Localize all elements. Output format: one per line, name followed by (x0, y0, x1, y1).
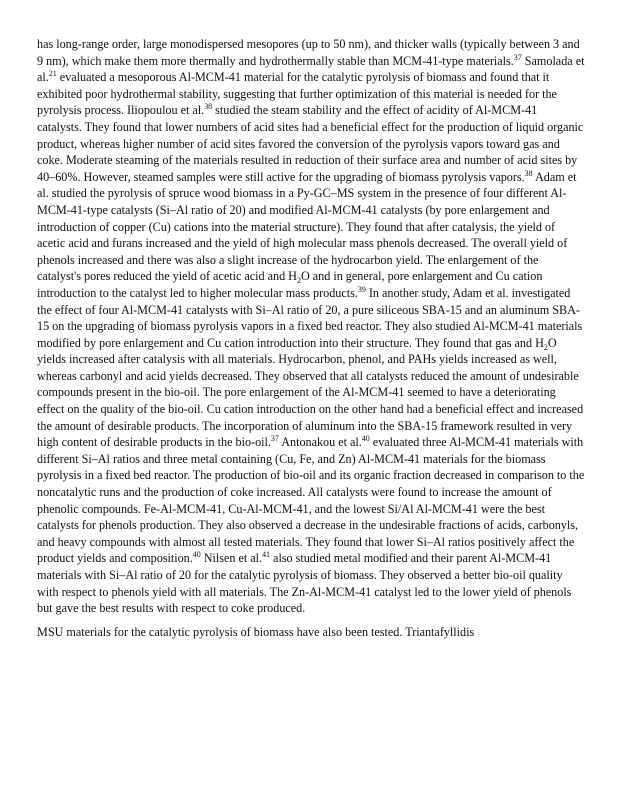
document-page (37, 36, 585, 640)
text-run: Samolada et al. (37, 53, 585, 85)
text-run: evaluated a mesoporous Al-MCM-41 material for the catalytic pyrolysis of biomass and found that it exhibited poor hydrothermal stability, suggesting that further optimization of this material is needed for the pyrolysis process. Iliopoulou et al. (37, 70, 557, 118)
citation-ref: 40 (192, 550, 201, 560)
text-run: has long-range order, large monodispersed mesopores (up to 50 nm), and thicker walls (typically between 3 and 9 nm), which make them more thermally and hydrothermally stable than MCM-41-type materials. (37, 37, 580, 68)
citation-ref: 21 (48, 69, 57, 79)
text-run: Antonakou et al. (278, 435, 362, 450)
citation-ref: 37 (513, 52, 522, 62)
subscript: 2 (543, 342, 548, 352)
text-run: MSU materials for the catalytic pyrolysis of biomass have also been tested. Triantafyllidis (37, 624, 475, 639)
citation-ref: 40 (361, 434, 370, 444)
text-run: evaluated three Al-MCM-41 materials with different Si–Al ratios and three metal containing (Cu, Fe, and Zn) Al-MCM-41 materials for the biomass pyrolysis in a fixed bed reactor. The production of bio-oil and its organic fraction decreased in comparison to the noncatalytic runs and the production of coke increased. All catalysts were found to increase the amount of phenolic compounds. Fe-Al-MCM-41, Cu-Al-MCM-41, and the lowest Si/Al Al-MCM-41 were the best catalysts for phenols production. They also observed a decrease in the undesirable fractions of acids, carbonyls, and heavy compounds with almost all tested materials. They found that lower Si–Al ratios positively affect the product yields and composition. (37, 435, 585, 566)
subscript: 2 (296, 276, 301, 286)
citation-ref: 39 (357, 284, 366, 294)
text-run: Adam et al. studied the pyrolysis of spruce wood biomass in a Py-GC–MS system in the presence of four different Al-MCM-41-type catalysts (Si–Al ratio of 20) and modified Al-MCM-41 catalysts (by pore enlargement and introduction of copper (Cu) cations into the material structure). They found that after catalysis, the yield of acetic acid and furans increased and the yield of high molecular mass phenols decreased. The overall yield of phenols increased and there was also a slight increase of the hydrocarbon yield. The enlargement of the catalyst's pores reduced the yield of acetic acid and H (37, 169, 577, 284)
citation-ref: 37 (270, 434, 279, 444)
text-run: O and in general, pore enlargement and Cu cation introduction to the catalyst led to higher molecular mass products. (37, 269, 543, 300)
text-run: O yields increased after catalysis with all materials. Hydrocarbon, phenol, and PAHs yields increased as well, whereas carbonyl and acid yields decreased. They observed that all catalysts reduced the amount of undesirable compounds present in the bio-oil. The pore enlargement of the Al-MCM-41 seemed to have a deteriorating effect on the quality of the bio-oil. Cu cation introduction on the other hand had a beneficial effect and increased the amount of desirable products. The incorporation of aluminum into the SBA-15 framework resulted in very high content of desirable products in the bio-oil. (37, 335, 584, 450)
citation-ref: 38 (204, 102, 213, 112)
body-paragraph (37, 624, 585, 641)
body-paragraph (37, 36, 585, 617)
citation-ref: 41 (262, 550, 271, 560)
text-run: In another study, Adam et al. investigated the effect of four Al-MCM-41 catalysts with Si–Al ratio of 20, a pure siliceous SBA-15 and an aluminum SBA-15 on the upgrading of biomass pyrolysis vapors in a fixed bed reactor. They also studied Al-MCM-41 materials modified by pore enlargement and Cu cation introduction into their structure. They found that gas and H (37, 285, 583, 350)
text-run: studied the steam stability and the effect of acidity of Al-MCM-41 catalysts. They found that lower numbers of acid sites had a beneficial effect for the production of liquid organic product, whereas higher number of acid sites favored the conversion of the pyrolysis vapors toward gas and coke. Moderate steaming of the materials resulted in reduction of their surface area and number of acid sites by 40–60%. However, steamed samples were still active for the upgrading of biomass pyrolysis vapors. (37, 103, 584, 184)
citation-ref: 38 (524, 168, 533, 178)
text-run: also studied metal modified and their parent Al-MCM-41 materials with Si–Al ratio of 20 for the catalytic pyrolysis of biomass. They observed a better bio-oil quality with respect to phenols yield with all materials. The Zn-Al-MCM-41 catalyst led to the lower yield of phenols but gave the best results with respect to coke produced. (37, 551, 572, 616)
text-run: Nilsen et al. (200, 551, 263, 566)
